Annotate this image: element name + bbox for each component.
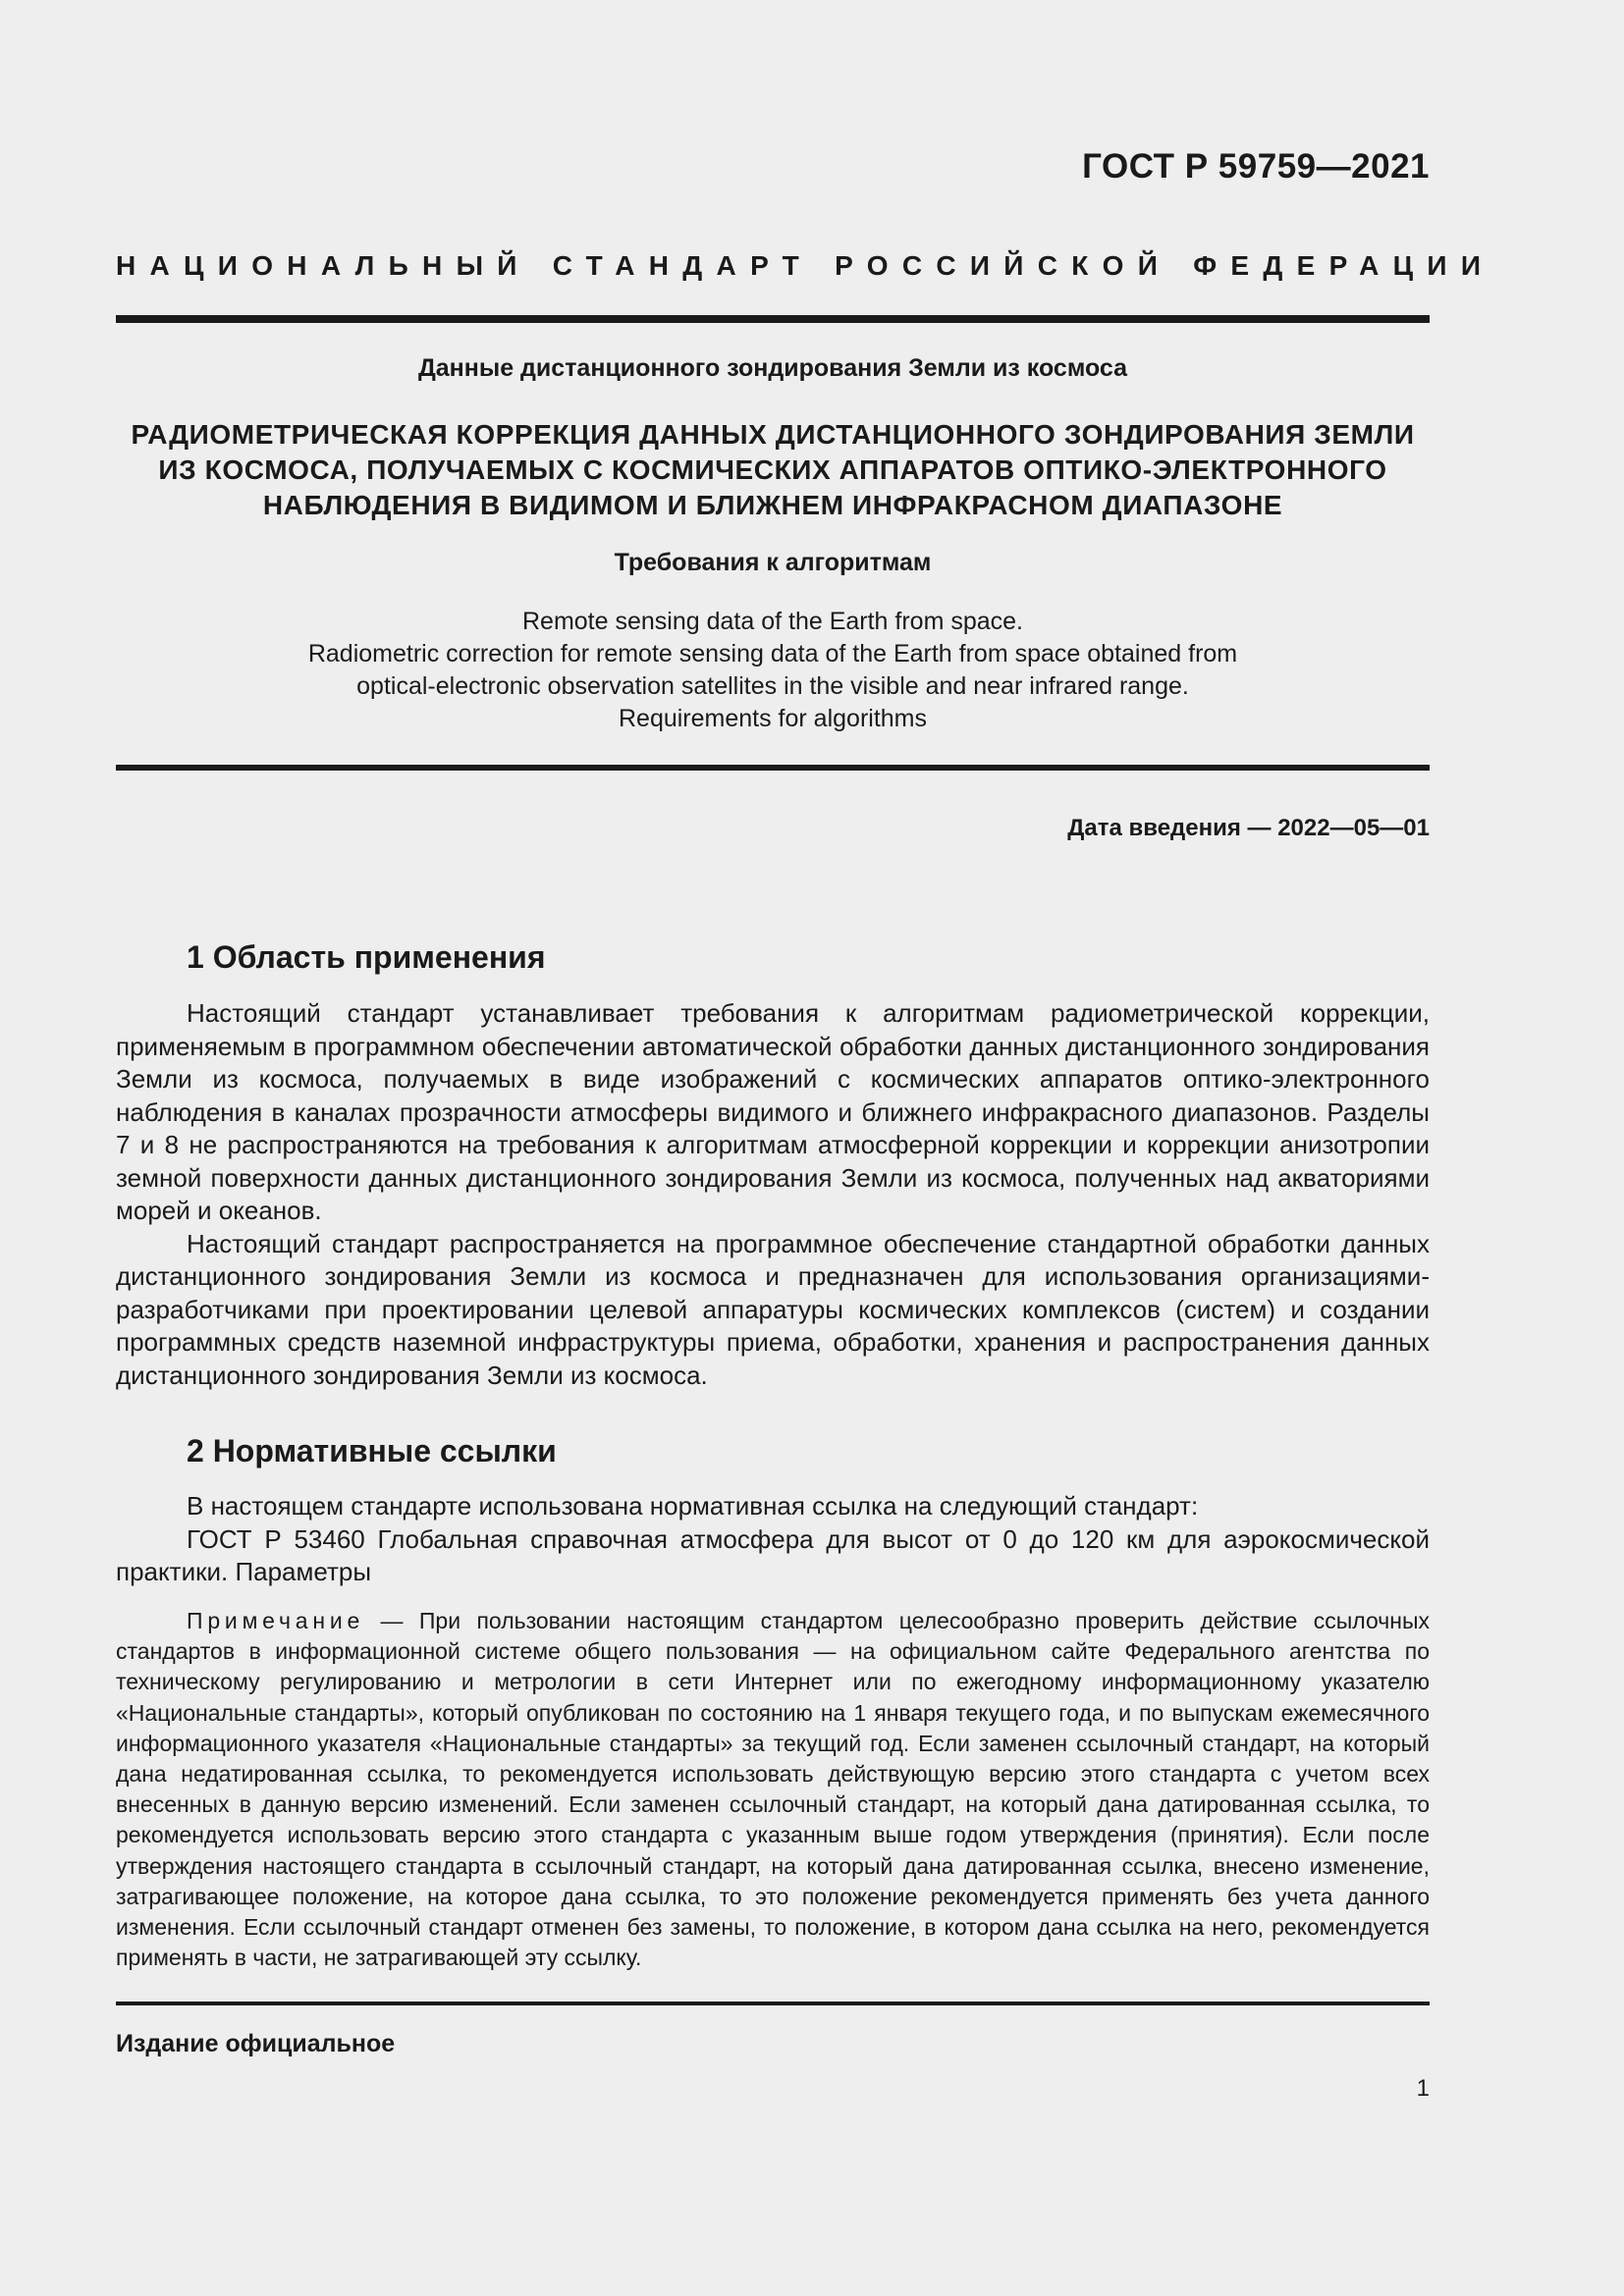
paragraph: Настоящий стандарт устанавливает требования к алгоритмам радиометрической коррекции, применяемым в программном обеспечении автоматической обработки данных дистанционного зондирования Земли из космоса, получаемых в виде изображений с космических аппаратов оптико-электронного наблюдения в каналах прозрачности атмосферы видимого и ближнего инфракрасного диапазонов. Разделы 7 и 8 не распространяются на требования к алгоритмам атмосферной коррекции и коррекции анизотропии земной поверхности данных дистанционного зондирования Земли из космоса, полученных над акваториями морей и океанов. [116, 998, 1430, 1225]
document-page [116, 0, 1495, 2296]
top-divider [116, 315, 1430, 323]
introduction-date: Дата введения — 2022—05—01 [1067, 815, 1430, 841]
english-title-line: Remote sensing data of the Earth from space. [522, 608, 1023, 635]
subtitle: Требования к алгоритмам [614, 549, 932, 576]
section-body-references [116, 1490, 1430, 1589]
paragraph: ГОСТ Р 53460 Глобальная справочная атмосфера для высот от 0 до 120 км для аэрокосмической практики. Параметры [116, 1523, 1430, 1586]
note-text: — При пользовании настоящим стандартом целесообразно проверить действие ссылочных стандартов в информационной системе общего пользования — на официальном сайте Федерального агентства по техническому регулированию и метрологии в сети Интернет или по ежегодному информационному указателю «Национальные стандарты», который опубликован по состоянию на 1 января текущего года, и по выпускам ежемесячного информационного указателя «Национальные стандарты» за текущий год. Если заменен ссылочный стандарт, на который дана недатированная ссылка, то рекомендуется использовать действующую версию этого стандарта с учетом всех внесенных в данную версию изменений. Если заменен ссылочный стандарт, на который дана датированная ссылка, то рекомендуется использовать версию этого стандарта с указанным выше годом утверждения (принятия). Если после утверждения настоящего стандарта в ссылочный стандарт, на который дана датированная ссылка, внесено изменение, затрагивающее положение, на которое дана ссылка, то это положение рекомендуется применять без учета данного изменения. Если ссылочный стандарт отменен без замены, то положение, в котором дана ссылка на него, рекомендуется применять в части, не затрагивающей эту ссылку. [116, 1608, 1430, 1971]
section-body-scope [116, 997, 1430, 1392]
main-title-line: ИЗ КОСМОСА, ПОЛУЧАЕМЫХ С КОСМИЧЕСКИХ АППАРАТОВ ОПТИКО-ЭЛЕКТРОННОГО [158, 454, 1387, 485]
english-title-line: Radiometric correction for remote sensing data of the Earth from space obtained from [307, 640, 1238, 667]
paragraph: Настоящий стандарт распространяется на программное обеспечение стандартной обработки данных дистанционного зондирования Земли из космоса и предназначен для использования организациями-разработчиками при проектировании целевой аппаратуры космических комплексов (систем) и создании программных средств наземной инфраструктуры приема, обработки, хранения и распространения данных дистанционного зондирования Земли из космоса. [116, 1228, 1430, 1390]
english-title [116, 606, 1430, 735]
series-title: Данные дистанционного зондирования Земли из космоса [417, 354, 1128, 382]
reference-note [116, 1606, 1430, 1973]
title-divider [116, 765, 1430, 771]
national-standard-banner: НАЦИОНАЛЬНЫЙ СТАНДАРТ РОССИЙСКОЙ ФЕДЕРАЦИИ [116, 250, 1495, 281]
document-number: ГОСТ Р 59759—2021 [1082, 147, 1430, 186]
main-title-line: НАБЛЮДЕНИЯ В ВИДИМОМ И БЛИЖНЕМ ИНФРАКРАСНОМ ДИАПАЗОНЕ [262, 490, 1283, 520]
section-heading-references: 2 Нормативные ссылки [187, 1433, 557, 1468]
page-number: 1 [1416, 2075, 1430, 2102]
main-title-line: РАДИОМЕТРИЧЕСКАЯ КОРРЕКЦИЯ ДАННЫХ ДИСТАНЦИОННОГО ЗОНДИРОВАНИЯ ЗЕМЛИ [131, 419, 1415, 450]
footer-divider [116, 2002, 1430, 2005]
official-edition-label: Издание официальное [116, 2030, 396, 2057]
english-title-line: optical-electronic observation satellites in the visible and near infrared range. [356, 672, 1189, 700]
main-title [116, 417, 1430, 523]
english-title-line: Requirements for algorithms [618, 705, 927, 732]
paragraph: В настоящем стандарте использована нормативная ссылка на следующий стандарт: [187, 1491, 1199, 1521]
note-label: Примечание [187, 1608, 365, 1633]
section-heading-scope: 1 Область применения [187, 939, 546, 975]
